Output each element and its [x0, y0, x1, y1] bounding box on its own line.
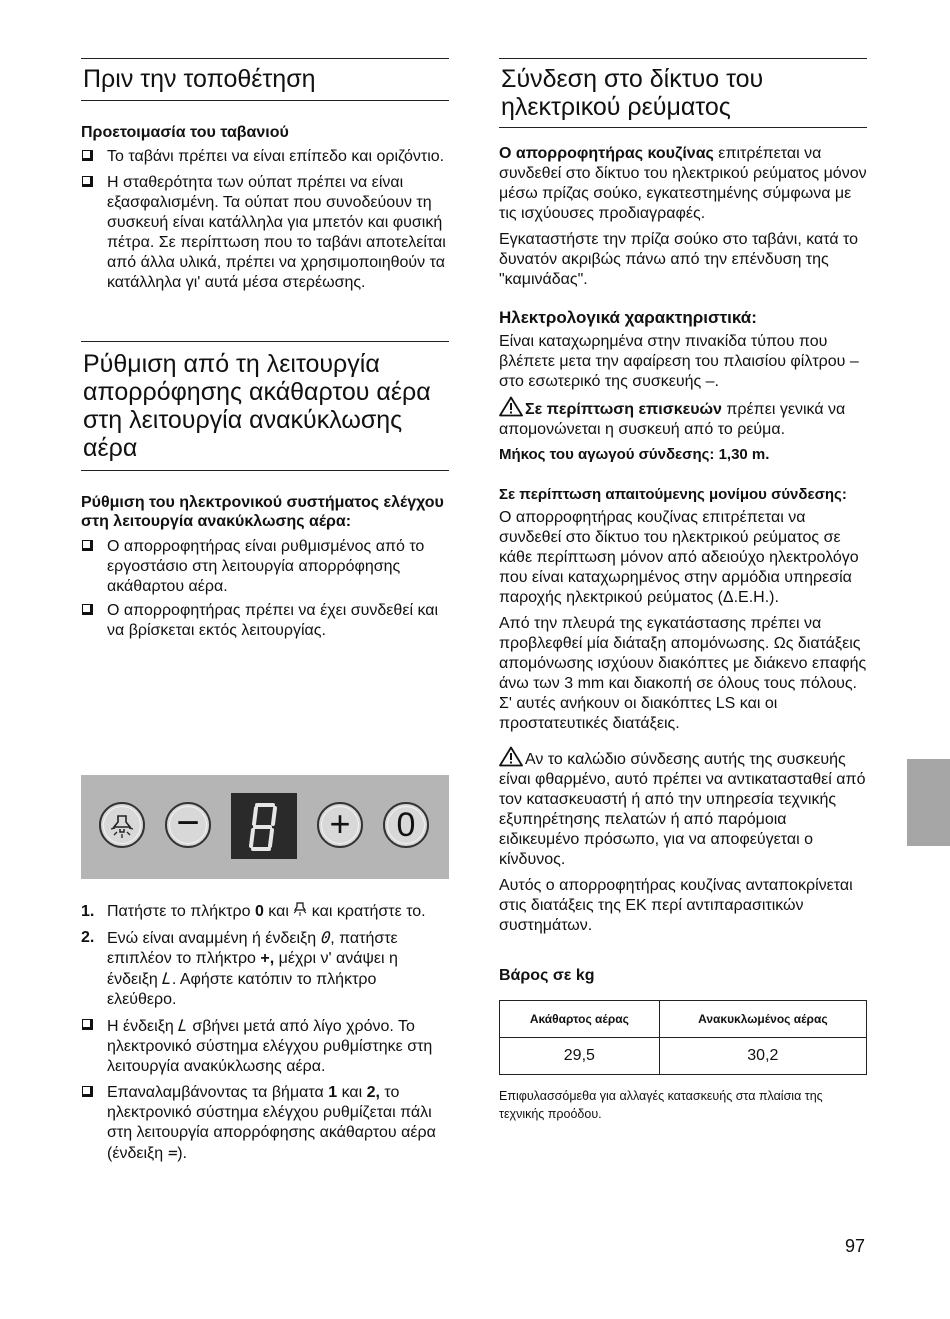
checkbox-bullet-icon: [82, 540, 93, 551]
segment-display: [231, 793, 297, 859]
right-column: [499, 58, 867, 1123]
minus-icon: −: [176, 801, 200, 845]
table-row: [500, 1001, 867, 1038]
footnote: Επιφυλασσόμεθα για αλλαγές κατασκευής στα πλαίσια της τεχνικής προόδου.: [499, 1089, 823, 1121]
table-header-cell: Ακάθαρτος αέρας: [500, 1001, 660, 1038]
section-title-before-installation: Πριν την τοποθέτηση: [81, 58, 449, 101]
list-item: Ο απορροφητήρας πρέπει να έχει συνδεθεί και να βρίσκεται εκτός λειτουργίας.: [81, 601, 449, 641]
list-item: Επαναλαμβάνοντας τα βήματα 1 και 2, το ηλεκτρονικό σύστημα ελέγχου ρυθμίζεται πάλι στη λειτουργία απορρόφησης ακάθαρτου αέρα (ένδειξη =).: [81, 1083, 449, 1164]
paragraph: Ο απορροφητήρας κουζίνας επιτρέπεται να συνδεθεί στο δίκτυο του ηλεκτρικού ρεύματος σε κάθε περίπτωση μόνον από αδειούχο ηλεκτρολόγο που είναι καταχωρημένος στην αρμόδια υπηρεσία παροχής ηλεκτρικού ρεύματος (Δ.Ε.Η.).: [499, 509, 859, 606]
light-bulb-icon: [293, 902, 307, 918]
segment-glyph: =: [166, 1143, 179, 1162]
list-item: Η σταθερότητα των ούπατ πρέπει να είναι εξασφαλισμένη. Τα ούπατ που συνοδεύουν τη συσκευή είναι κατάλληλα για μπετόν και φυσική πέτρα. Σε περίπτωση που το ταβάνι αποτελείται από άλλα υλικά, πρέπει να χρησιμοποιηθούν τα κατάλληλα γι' αυτά μέσα στερέωσης.: [81, 173, 449, 293]
list-item: Το ταβάνι πρέπει να είναι επίπεδο και οριζόντιο.: [81, 147, 449, 167]
paragraph: Εγκαταστήστε την πρίζα σούκο στο ταβάνι, κατά το δυνατόν ακριβώς πάνω από την επένδυση της "καμινάδας".: [499, 231, 859, 288]
paragraph: Από την πλευρά της εγκατάστασης πρέπει να προβλεφθεί μία διάταξη απομόνωσης. Ως διατάξεις απομόνωσης ισχύουν διακόπτες με διάκενο επαφής άνω των 3 mm και διακοπή σε όλους τους πόλους. Σ' αυτές ανήκουν οι διακόπτες LS και οι προστατευτικές διατάξεις.: [499, 615, 867, 732]
checkbox-bullet-icon: [82, 1086, 93, 1097]
page-number: 97: [845, 1236, 866, 1256]
warning-triangle-icon: [499, 746, 523, 767]
list-item: Ο απορροφητήρας είναι ρυθμισμένος από το εργοστάσιο στη λειτουργία απορρόφησης ακάθαρτου αέρα.: [81, 537, 449, 597]
light-bulb-icon: [107, 810, 137, 840]
weight-table: [499, 1000, 867, 1075]
checkbox-bullet-icon: [82, 176, 93, 187]
zero-button[interactable]: [383, 802, 429, 848]
minus-button[interactable]: [165, 802, 211, 848]
list-item: Η ένδειξη L σβήνει μετά από λίγο χρόνο. Το ηλεκτρονικό σύστημα ελέγχου ρυθμίστηκε στη λειτουργία ανακύκλωσης αέρα.: [81, 1016, 449, 1077]
warning-paragraph: Αν το καλώδιο σύνδεσης αυτής της συσκευής είναι φθαρμένο, αυτό πρέπει να αντικατασταθεί από τον κατασκευαστή ή από την υπηρεσία τεχνικής εξυπηρέτησης πελατών ή από παρόμοια ειδικευμένο πρόσωπο, για να αποφεύγεται ο κίνδυνος.: [499, 746, 867, 870]
weight-heading: Βάρος σε kg: [499, 967, 595, 984]
digit-8-display-icon: [231, 793, 297, 859]
light-button[interactable]: [99, 802, 145, 848]
segment-glyph: L: [177, 1016, 189, 1035]
table-cell: 30,2: [659, 1038, 866, 1075]
checkbox-bullet-icon: [82, 150, 93, 161]
electrical-specs-heading: Ηλεκτρολογικά χαρακτηριστικά:: [499, 308, 757, 327]
section-title-recirculation: Ρύθμιση από τη λειτουργία απορρόφησης ακάθαρτου αέρα στη λειτουργία ανακύκλωσης αέρα: [81, 341, 449, 471]
warning-triangle-icon: [499, 396, 523, 417]
checkbox-bullet-icon: [82, 604, 93, 615]
control-panel-illustration: [81, 775, 449, 879]
table-header-cell: Ανακυκλωμένος αέρας: [659, 1001, 866, 1038]
zero-label: 0: [396, 806, 416, 844]
segment-glyph: 0: [319, 928, 332, 947]
list-item: 2. Ενώ είναι αναμμένη ή ένδειξη 0, πατήστε επιπλέον το πλήκτρο +, μέχρι ν' ανάψει η ένδειξη L. Αφήστε κατόπιν το πλήκτρο ελεύθερο.: [81, 928, 398, 1008]
checkbox-bullet-icon: [82, 1019, 93, 1030]
left-column: [81, 58, 449, 641]
paragraph: Αυτός ο απορροφητήρας κουζίνας ανταποκρίνεται στις διατάξεις της ΕΚ περί αντιπαρασιτικών συστημάτων.: [499, 877, 853, 934]
cable-length: Μήκος του αγωγού σύνδεσης: 1,30 m.: [499, 446, 770, 463]
segment-glyph: L: [161, 969, 173, 988]
section-title-electrical-connection: Σύνδεση στο δίκτυο του ηλεκτρικού ρεύματος: [499, 58, 867, 128]
electronic-heading: Ρύθμιση του ηλεκτρονικού συστήματος ελέγχου στη λειτουργία ανακύκλωσης αέρα:: [81, 494, 444, 530]
plus-button[interactable]: [317, 802, 363, 848]
plus-icon: +: [329, 802, 351, 844]
list-item: 1. Πατήστε το πλήκτρο 0 και και κρατήστε το.: [81, 903, 426, 920]
section-tab-marker: [907, 759, 950, 846]
steps-block: [81, 902, 449, 1164]
ceiling-heading: Προετοιμασία του ταβανιού: [81, 124, 289, 141]
table-cell: 29,5: [500, 1038, 660, 1075]
permanent-connection-heading: Σε περίπτωση απαιτούμενης μονίμου σύνδεσης:: [499, 486, 847, 503]
paragraph: Ο απορροφητήρας κουζίνας επιτρέπεται να συνδεθεί στο δίκτυο του ηλεκτρικού ρεύματος μόνον μέσω πρίζας σούκο, εγκατεστημένης σύμφωνα με τις ισχύουσες προδιαγραφές.: [499, 145, 867, 222]
paragraph: Είναι καταχωρημένα στην πινακίδα τύπου που βλέπετε μετα την αφαίρεση του πλαισίου φίλτρου – στο εσωτερικό της συσκευής –.: [499, 333, 859, 390]
table-row: [500, 1038, 867, 1075]
warning-paragraph: Σε περίπτωση επισκευών πρέπει γενικά να απομονώνεται η συσκευή από το ρεύμα.: [499, 396, 867, 440]
